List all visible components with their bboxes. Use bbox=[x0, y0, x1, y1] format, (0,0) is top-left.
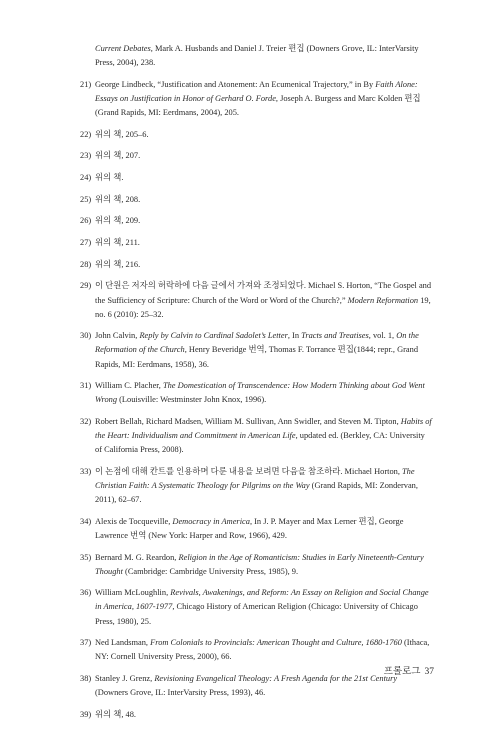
citation-text: , In J. P. Mayer and Max Lerner 편집, George Lawrence 번역 (New York: Harper and Row, 1966), 429. bbox=[95, 516, 404, 540]
citation-text: 위의 책. bbox=[95, 173, 124, 183]
endnote-number: 34) bbox=[80, 516, 92, 526]
endnote bbox=[80, 465, 432, 507]
endnote-text bbox=[95, 329, 432, 371]
italic-title: The Domestication of Transcendence: How Modern Thinking about God Went Wrong bbox=[95, 381, 425, 405]
italic-title: On the Reformation of the Church bbox=[95, 331, 419, 355]
italic-title: Tracts and Treatises bbox=[301, 331, 369, 341]
running-footer-section: 프롤로그 bbox=[383, 667, 421, 677]
endnote bbox=[80, 551, 432, 579]
endnote bbox=[80, 279, 432, 321]
citation-text: 위의 책, 207. bbox=[95, 151, 141, 161]
citation-text: 19, no. 6 (2010): 25–32. bbox=[95, 295, 431, 319]
endnote-number: 37) bbox=[80, 638, 92, 648]
endnote-number: 22) bbox=[80, 129, 92, 139]
endnote-text bbox=[95, 236, 432, 250]
endnote bbox=[80, 236, 432, 250]
endnote-number: 24) bbox=[80, 173, 92, 183]
endnote bbox=[80, 586, 432, 628]
italic-title: Democracy in America bbox=[172, 516, 250, 526]
citation-text: (Grand Rapids, MI: Zondervan, 2011), 62–67. bbox=[95, 480, 418, 505]
endnote bbox=[80, 214, 432, 228]
endnote-text bbox=[95, 171, 432, 185]
endnote bbox=[80, 708, 432, 722]
citation-text: William McLoughlin, bbox=[95, 588, 171, 598]
endnote-text bbox=[95, 258, 432, 272]
citation-text: , Joseph A. Burgess and Marc Kolden 편집 (Grand Rapids, MI: Eerdmans, 2004), 205. bbox=[95, 93, 421, 117]
endnote-text bbox=[95, 465, 432, 507]
citation-text: Bernard M. G. Reardon, bbox=[95, 552, 179, 562]
citation-text: (Ithaca, NY: Cornell University Press, 2000), 66. bbox=[95, 638, 430, 662]
endnote-text bbox=[95, 128, 432, 142]
citation-text: , updated ed. (Berkley, CA: University of California Press, 2008). bbox=[95, 431, 425, 455]
citation-text: 이 단원은 저자의 허락하에 다음 글에서 가져와 조정되었다. Michael S. Horton, “The Gospel and the Sufficiency of Scripture: Church of the Word or Word of the Church?,” bbox=[95, 281, 432, 305]
endnote-number: 38) bbox=[80, 673, 92, 683]
endnote-number: 23) bbox=[80, 151, 92, 161]
italic-title: Revisioning Evangelical Theology: A Fresh Agenda for the 21st Century bbox=[154, 673, 398, 683]
italic-title: Reply by Calvin to Cardinal Sadolet’s Letter bbox=[139, 331, 288, 341]
italic-title: Religion in the Age of Romanticism: Studies in Early Nineteenth-Century Thought bbox=[95, 552, 424, 576]
italic-title: Current Debates bbox=[95, 44, 151, 53]
endnote-number: 25) bbox=[80, 194, 92, 204]
citation-text: 위의 책, 48. bbox=[95, 709, 137, 719]
italic-title: Revivals, Awakenings, and Reform: An Essay on Religion and Social Change in America, 1607-1977 bbox=[95, 588, 429, 612]
endnote-text bbox=[95, 515, 432, 543]
endnote-text bbox=[95, 42, 432, 70]
citation-text: Alexis de Tocqueville, bbox=[95, 516, 173, 526]
endnote bbox=[80, 636, 432, 664]
italic-title: From Colonials to Provincials: American Thought and Culture, 1680-1760 bbox=[150, 638, 402, 648]
endnote-number: 33) bbox=[80, 466, 92, 476]
citation-text: 이 논점에 대해 칸트를 인용하며 다룬 내용을 보려면 다음을 참조하라. Michael Horton, bbox=[95, 466, 403, 476]
endnote bbox=[80, 379, 432, 407]
endnote bbox=[80, 329, 432, 371]
endnote bbox=[80, 128, 432, 142]
page-footer bbox=[384, 663, 434, 677]
citation-text: , In bbox=[287, 331, 302, 341]
endnote-continuation bbox=[95, 42, 432, 70]
endnote-text bbox=[95, 379, 432, 407]
endnote bbox=[80, 171, 432, 185]
endnote-text bbox=[95, 78, 432, 120]
endnote-number: 27) bbox=[80, 238, 92, 248]
endnote-text bbox=[95, 672, 432, 700]
endnote-number: 35) bbox=[80, 552, 92, 562]
endnote bbox=[80, 258, 432, 272]
endnote-text bbox=[95, 586, 432, 628]
endnote-number: 32) bbox=[80, 417, 92, 426]
endnote-number: 21) bbox=[80, 79, 92, 89]
endnote-number: 36) bbox=[80, 588, 92, 598]
endnote-text bbox=[95, 193, 432, 207]
citation-text: John Calvin, bbox=[95, 331, 140, 341]
endnote-text bbox=[95, 149, 432, 163]
citation-text: 위의 책, 208. bbox=[95, 194, 141, 204]
citation-text: Robert Bellah, Richard Madsen, William M. Sullivan, Ann Swidler, and Steven M. Tipton, bbox=[95, 417, 401, 426]
endnote bbox=[80, 415, 432, 457]
endnote-text bbox=[95, 708, 432, 722]
citation-text: 위의 책, 205–6. bbox=[95, 129, 149, 139]
citation-text: (Louisville: Westminster John Knox, 1996). bbox=[117, 395, 267, 405]
citation-text: Ned Landsman, bbox=[95, 638, 151, 648]
endnote bbox=[80, 193, 432, 207]
italic-title: Modern Reformation bbox=[347, 295, 419, 305]
citation-text: , vol. 1, bbox=[368, 331, 397, 341]
citation-text: George Lindbeck, “Justification and Atonement: An Ecumenical Trajectory,” in By bbox=[95, 79, 376, 89]
endnote-number: 39) bbox=[80, 709, 92, 719]
endnote-text bbox=[95, 636, 432, 664]
endnotes-list bbox=[80, 42, 432, 729]
endnote-text bbox=[95, 214, 432, 228]
endnote-number: 30) bbox=[80, 331, 92, 341]
citation-text: (Downers Grove, IL: InterVarsity Press, 1993), 46. bbox=[95, 688, 266, 698]
page-number: 37 bbox=[424, 667, 434, 677]
citation-text: 위의 책, 211. bbox=[95, 238, 140, 248]
endnote-number: 31) bbox=[80, 381, 92, 391]
endnote bbox=[80, 515, 432, 543]
endnote-text bbox=[95, 279, 432, 321]
citation-text: William C. Placher, bbox=[95, 381, 163, 391]
endnote-number: 29) bbox=[80, 281, 92, 291]
endnote-number: 26) bbox=[80, 216, 92, 226]
endnote-text bbox=[95, 551, 432, 579]
citation-text: Stanley J. Grenz, bbox=[95, 673, 155, 683]
endnote bbox=[80, 672, 432, 700]
citation-text: , Mark A. Husbands and Daniel J. Treier 편집 (Downers Grove, IL: InterVarsity Press, 2004), 238. bbox=[95, 44, 419, 68]
endnote-text bbox=[95, 415, 432, 457]
endnote-number: 28) bbox=[80, 259, 92, 269]
citation-text: 위의 책, 209. bbox=[95, 216, 141, 226]
citation-text: , Henry Beveridge 번역, Thomas F. Torrance 편집(1844; repr., Grand Rapids, MI: Eerdmans, 1958), 36. bbox=[95, 345, 419, 369]
endnote bbox=[80, 149, 432, 163]
endnote bbox=[80, 78, 432, 120]
italic-title: Faith Alone: Essays on Justification in Honor of Gerhard O. Forde bbox=[95, 79, 418, 103]
citation-text: 위의 책, 216. bbox=[95, 259, 141, 269]
italic-title: Habits of the Heart: Individualism and Commitment in American Life bbox=[95, 417, 432, 441]
italic-title: The Christian Faith: A Systematic Theology for Pilgrims on the Way bbox=[95, 466, 415, 490]
citation-text: (Cambridge: Cambridge University Press, 1985), 9. bbox=[122, 566, 299, 576]
citation-text: , Chicago History of American Religion (Chicago: University of Chicago Press, 1980), 25. bbox=[95, 602, 418, 626]
